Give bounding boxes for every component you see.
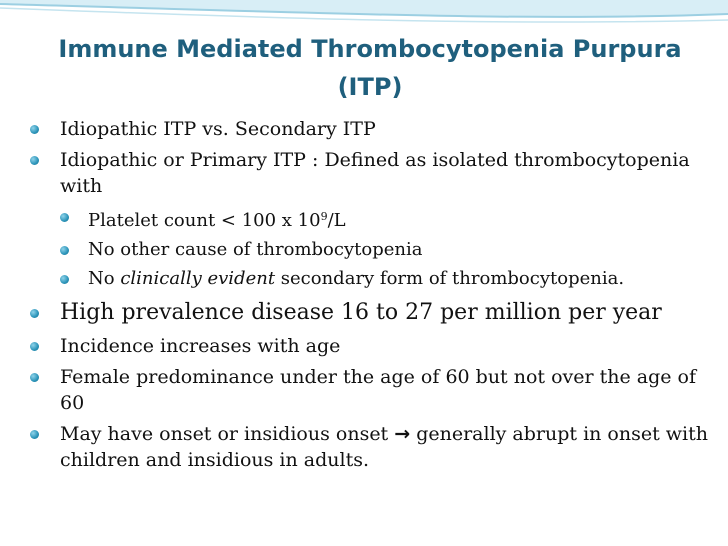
bullet-text: Idiopathic ITP vs. Secondary ITP	[60, 118, 376, 140]
bullet-dot-icon	[60, 275, 69, 284]
bullet-dot-icon	[30, 342, 39, 351]
bullet-list	[28, 116, 718, 478]
bullet-incidence-age	[28, 333, 718, 359]
bullet-female-predominance	[28, 364, 718, 416]
bullet-dot-icon	[30, 156, 39, 165]
sub-bullet-no-secondary-form	[28, 266, 718, 292]
bullet-text-pre: May have onset or insidious onset	[60, 423, 395, 445]
bullet-dot-icon	[30, 373, 39, 382]
sub-bullet-text: No other cause of thrombocytopenia	[88, 239, 423, 260]
sub-bullet-text-post: secondary form of thrombocytopenia.	[275, 268, 625, 289]
bullet-dot-icon	[60, 213, 69, 222]
slide-title	[30, 30, 710, 106]
bullet-text: Idiopathic or Primary ITP : Defined as isolated thrombocytopenia with	[60, 149, 690, 197]
bullet-prevalence	[28, 298, 718, 328]
bullet-idiopathic-vs-secondary	[28, 116, 718, 142]
slide-title-line-2: (ITP)	[337, 73, 403, 101]
exponent: 9	[320, 210, 328, 223]
sub-bullet-text-pre: No	[88, 268, 121, 289]
sub-bullet-text-tail: /L	[327, 210, 346, 231]
sub-bullet-text: Platelet count < 100 x 10	[88, 210, 321, 231]
bullet-text: High prevalence disease 16 to 27 per million per year	[60, 300, 662, 325]
bullet-text: Female predominance under the age of 60 but not over the age of 60	[60, 366, 697, 414]
right-arrow-icon: →	[394, 423, 411, 445]
slide-title-line-1: Immune Mediated Thrombocytopenia Purpura	[58, 35, 682, 63]
sub-bullet-no-other-cause	[28, 237, 718, 263]
bullet-primary-itp-definition	[28, 147, 718, 199]
bullet-text-post: generally abrupt in onset with children and insidious in adults.	[60, 423, 708, 471]
sub-bullet-text-italic: clinically evident	[120, 268, 276, 289]
sub-bullet-platelet-count	[28, 204, 718, 234]
bullet-text: Incidence increases with age	[60, 335, 341, 357]
bullet-onset	[28, 421, 718, 473]
bullet-dot-icon	[60, 246, 69, 255]
bullet-dot-icon	[30, 309, 39, 318]
bullet-dot-icon	[30, 430, 39, 439]
bullet-dot-icon	[30, 125, 39, 134]
